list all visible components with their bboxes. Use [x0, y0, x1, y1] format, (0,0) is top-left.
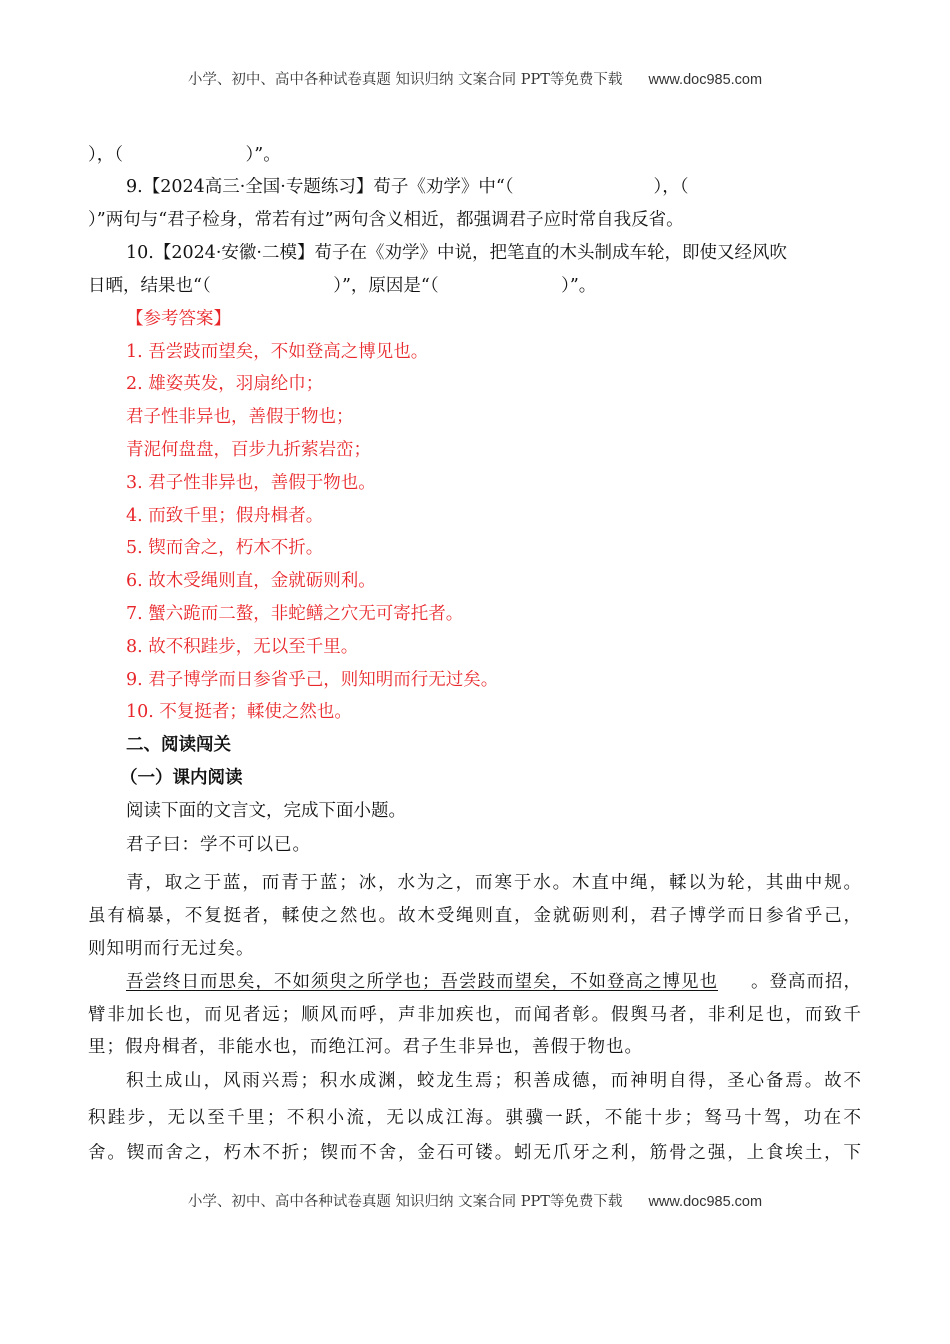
section-title: 二、阅读闯关	[126, 735, 231, 755]
answer-item: 4. 而致千里；假舟楫者。	[126, 506, 324, 526]
answer-item: 1. 吾尝跂而望矣，不如登高之博见也。	[126, 342, 429, 362]
footer-text: 小学、初中、高中各种试卷真题 知识归纳 文案合同 PPT等免费下载	[187, 1194, 623, 1210]
passage-text: 。登高而招，	[751, 972, 862, 992]
answer-item: 10. 不复挺者；輮使之然也。	[126, 702, 352, 722]
question-line: ）”两句与“君子检身，常若有过”两句含义相近，都强调君子应时常自我反省。	[88, 210, 684, 230]
instruction: 阅读下面的文言文，完成下面小题。	[126, 801, 406, 821]
page-footer	[0, 1190, 950, 1211]
header-text: 小学、初中、高中各种试卷真题 知识归纳 文案合同 PPT等免费下载	[187, 72, 623, 88]
question-line: ），（ ）”。	[88, 145, 281, 165]
answers-title: 【参考答案】	[126, 309, 231, 329]
question-line: 日晒，结果也“（ ）”，原因是“（ ）”。	[88, 276, 597, 296]
header-site-link[interactable]: www.doc985.com	[648, 72, 763, 88]
underlined-sentence: 吾尝终日而思矣，不如须臾之所学也；吾尝跂而望矣，不如登高之博见也	[126, 972, 718, 992]
passage-title: 君子曰：学不可以已。	[126, 835, 311, 855]
passage-line: 臂非加长也，而见者远；顺风而呼，声非加疾也，而闻者彰。假舆马者，非利足也，而致千	[88, 1005, 862, 1025]
answer-item: 5. 锲而舍之，朽木不折。	[126, 538, 324, 558]
passage-line: 青，取之于蓝，而青于蓝；冰，水为之，而寒于水。木直中绳，輮以为轮，其曲中规。	[126, 873, 862, 893]
footer-site-link[interactable]: www.doc985.com	[648, 1194, 763, 1210]
passage-line: 积跬步，无以至千里；不积小流，无以成江海。骐骥一跃，不能十步；驽马十驾，功在不	[88, 1108, 862, 1128]
answer-item: 青泥何盘盘，百步九折萦岩峦；	[126, 440, 371, 460]
answer-item: 8. 故不积跬步，无以至千里。	[126, 637, 359, 657]
passage-line: 舍。锲而舍之，朽木不折；锲而不舍，金石可镂。蚓无爪牙之利，筋骨之强，上食埃土，下	[88, 1143, 862, 1163]
answer-item: 君子性非异也，善假于物也；	[126, 407, 354, 427]
question-10: 10.【2024·安徽·二模】荀子在《劝学》中说，把笔直的木头制成车轮，即使又经风吹	[126, 243, 787, 263]
answer-item: 6. 故木受绳则直，金就砺则利。	[126, 571, 376, 591]
passage-line: 积土成山，风雨兴焉；积水成渊，蛟龙生焉；积善成德，而神明自得，圣心备焉。故不	[126, 1071, 862, 1091]
passage-line	[126, 970, 862, 994]
section-subtitle: （一）课内阅读	[120, 768, 243, 788]
question-9: 9.【2024高三·全国·专题练习】荀子《劝学》中“（ ），（	[126, 177, 689, 197]
page-header	[0, 68, 950, 89]
passage-line: 则知明而行无过矣。	[88, 939, 255, 959]
answer-item: 3. 君子性非异也，善假于物也。	[126, 473, 376, 493]
passage-line: 虽有槁暴，不复挺者，輮使之然也。故木受绳则直，金就砺则利，君子博学而日参省乎己，	[88, 906, 862, 926]
answer-item: 7. 蟹六跪而二螯，非蛇鳝之穴无可寄托者。	[126, 604, 464, 624]
answer-item: 9. 君子博学而日参省乎己，则知明而行无过矣。	[126, 670, 499, 690]
answer-item: 2. 雄姿英发，羽扇纶巾；	[126, 374, 324, 394]
passage-line: 里；假舟楫者，非能水也，而绝江河。君子生非异也，善假于物也。	[88, 1037, 643, 1057]
